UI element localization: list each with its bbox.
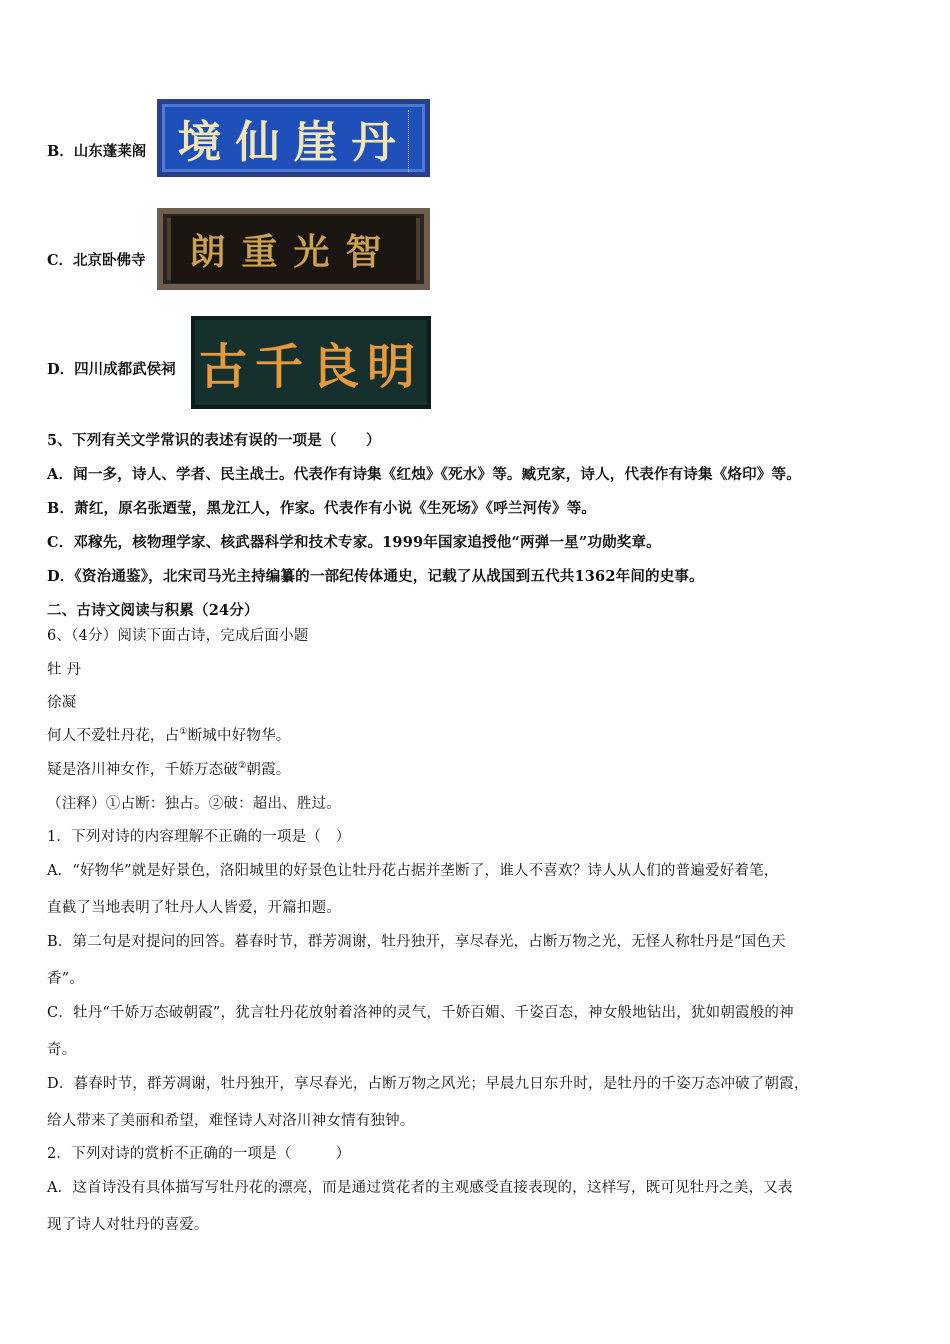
sub1-option-c-line1: C．牡丹“千娇万态破朝霞”，犹言牡丹花放射着洛神的灵气，千娇百媚、千姿百态，神女般地钻出，犹如朝霞般的神	[47, 1005, 794, 1021]
sub1-option-d-line1: D．暮春时节，群芳凋谢，牡丹独开，享尽春光，占断万物之风光；早晨九日东升时，是牡丹的千姿万态冲破了朝霞，	[47, 1076, 809, 1092]
plaque-image-penglai	[157, 99, 430, 177]
option-b-label: B．山东蓬莱阁	[47, 143, 147, 160]
poem-title: 牡 丹	[47, 662, 82, 678]
option-d-label: D．四川成都武侯祠	[47, 361, 176, 378]
section-heading: 二、古诗文阅读与积累（24分）	[47, 602, 259, 619]
sub1-option-c-line2: 奇。	[47, 1042, 77, 1058]
q5-option-d: D．《资治通鉴》，北宋司马光主持编纂的一部纪传体通史，记载了从战国到五代共1362年间的史事。	[47, 568, 704, 585]
plaque-text: 古千良明	[198, 339, 423, 395]
sub1-option-b-line2: 香”。	[47, 971, 85, 987]
inscription-mark	[408, 110, 417, 172]
q6-stem: 6、（4分）阅读下面古诗，完成后面小题	[47, 628, 309, 644]
plaque-inner-panel	[171, 216, 415, 283]
sub2-option-a-line2: 现了诗人对牡丹的喜爱。	[47, 1217, 209, 1233]
poem-note: （注释）①占断：独占。②破：超出、胜过。	[47, 796, 341, 812]
sub1-option-b-line1: B．第二句是对提问的回答。暮春时节，群芳凋谢，牡丹独开，享尽春光，占断万物之光，无怪人称牡丹是“国色天	[47, 934, 786, 950]
poem-author: 徐凝	[47, 695, 77, 711]
sub1-option-a-line2: 直截了当地表明了牡丹人人皆爱，开篇扣题。	[47, 900, 341, 916]
plaque-text: 朗重光智	[189, 230, 398, 273]
sub2-stem: 2．下列对诗的赏析不正确的一项是（ ）	[47, 1146, 351, 1162]
sub1-option-a-line1: A．“好物华”就是好景色，洛阳城里的好景色让牡丹花占据并垄断了，谁人不喜欢？诗人从人们的普遍爱好着笔，	[47, 863, 779, 879]
sub2-option-a-line1: A．这首诗没有具体描写写牡丹花的漂亮，而是通过赏花者的主观感受直接表现的，这样写，既可见牡丹之美，又表	[47, 1180, 793, 1196]
option-c-label: C．北京卧佛寺	[47, 252, 146, 269]
poem-line-2: 疑是洛川神女作，千娇万态破②朝霞。	[47, 761, 291, 778]
plaque-image-wofo	[157, 208, 430, 290]
plaque-text: 境仙崖丹	[177, 117, 410, 168]
poem-line-1: 何人不爱牡丹花，占①断城中好物华。	[47, 727, 291, 744]
q5-option-a: A．闻一多，诗人、学者、民主战士。代表作有诗集《红烛》《死水》等。臧克家，诗人，代表作有诗集《烙印》等。	[47, 466, 801, 483]
q5-option-c: C．邓稼先，核物理学家、核武器科学和技术专家。1999年国家追授他“两弹一星”功勋奖章。	[47, 534, 661, 551]
sub1-option-d-line2: 给人带来了美丽和希望，难怪诗人对洛川神女情有独钟。	[47, 1113, 415, 1129]
q5-stem: 5、下列有关文学常识的表述有误的一项是（ ）	[47, 432, 381, 449]
sub1-stem: 1．下列对诗的内容理解不正确的一项是（ ）	[47, 829, 351, 845]
plaque-image-wuhou	[191, 316, 431, 409]
q5-option-b: B．萧红，原名张迺莹，黑龙江人，作家。代表作有小说《生死场》《呼兰河传》等。	[47, 500, 597, 517]
